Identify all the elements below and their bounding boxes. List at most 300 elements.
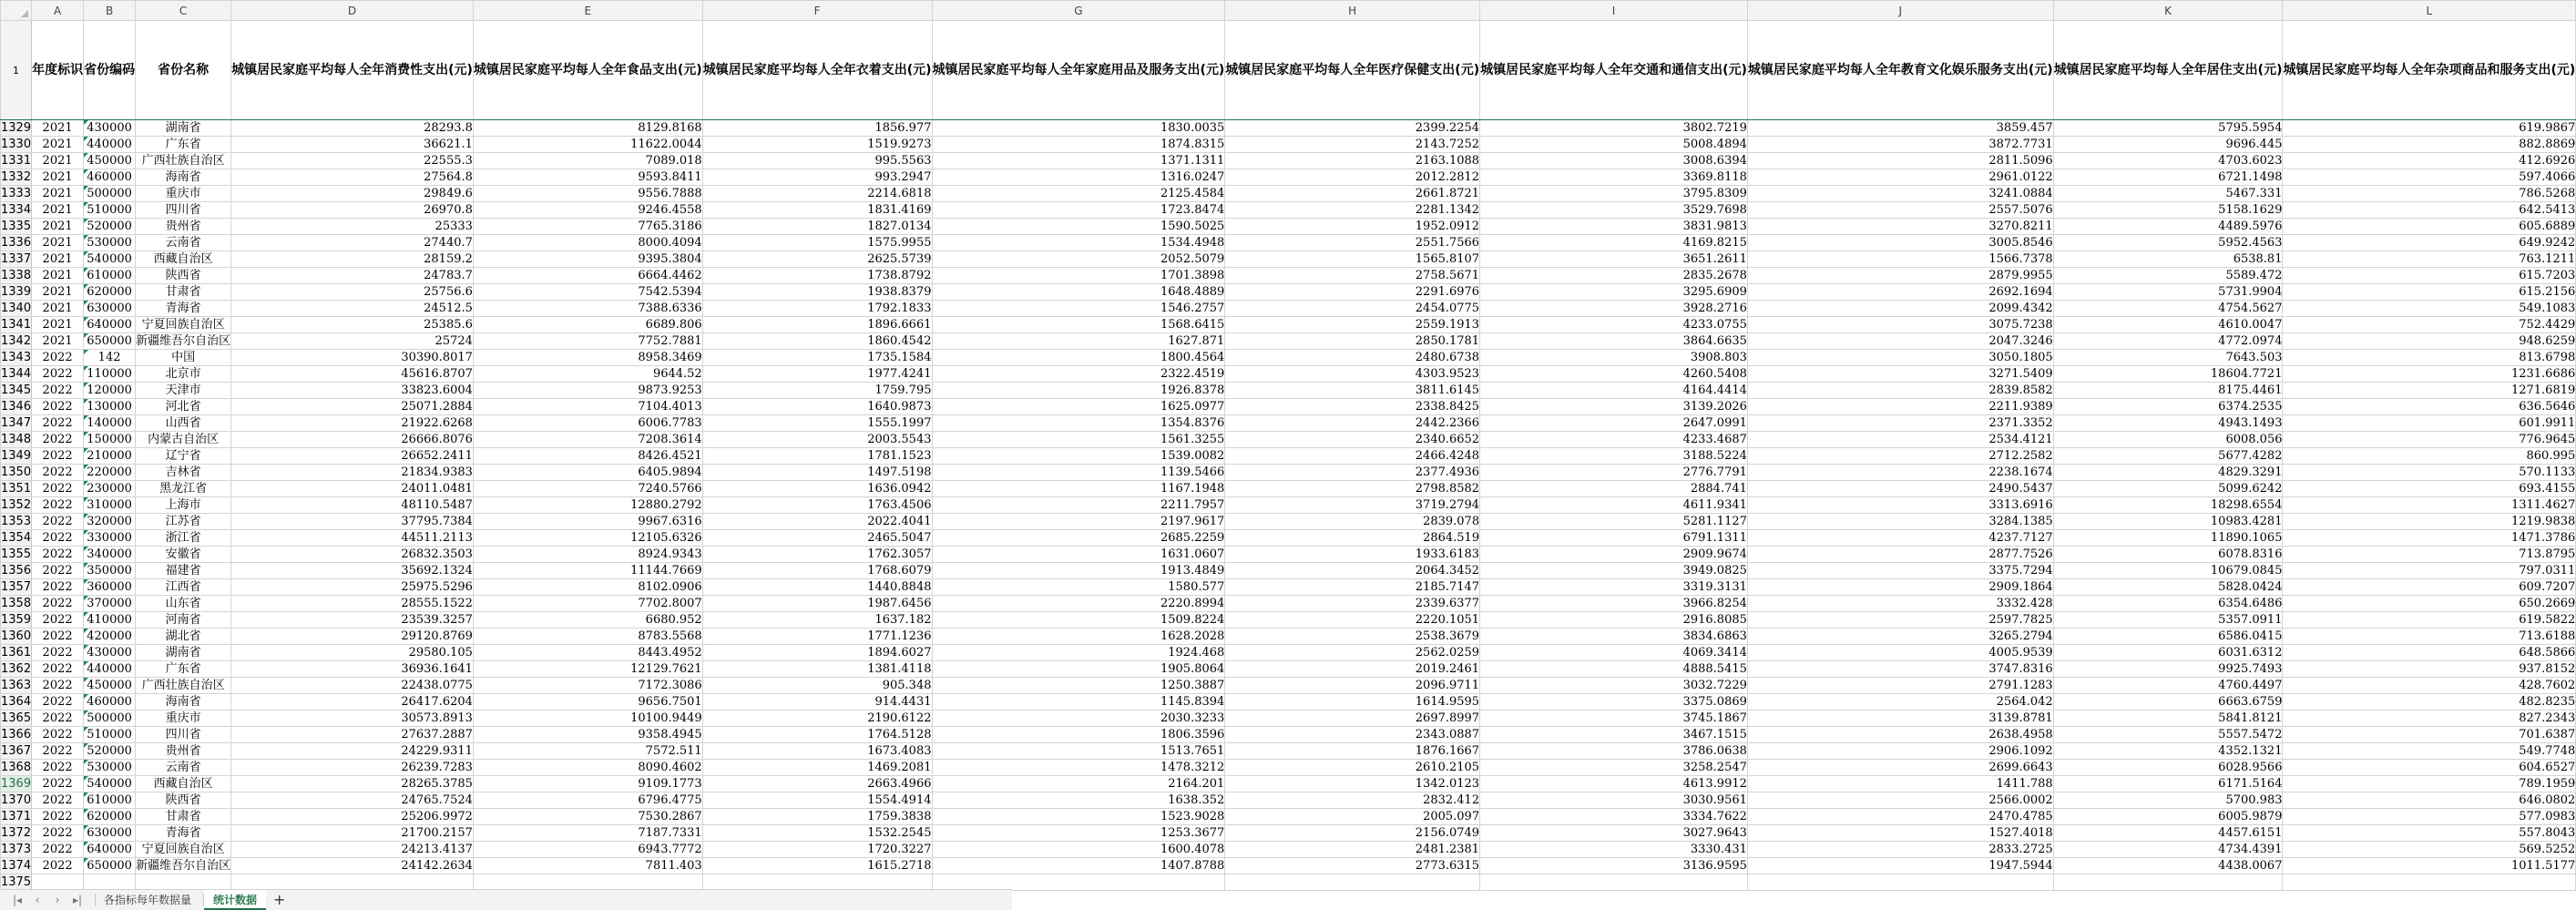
cell[interactable]: 827.2343: [2283, 711, 2576, 727]
cell[interactable]: 3313.6916: [1747, 497, 2053, 514]
cell[interactable]: 2832.412: [1225, 792, 1480, 809]
cell[interactable]: 3136.9595: [1480, 858, 1748, 874]
cell[interactable]: 内蒙古自治区: [136, 432, 231, 448]
cell[interactable]: 1354.8376: [932, 415, 1225, 432]
cell[interactable]: 3719.2794: [1225, 497, 1480, 514]
cell[interactable]: 3032.7229: [1480, 678, 1748, 694]
cell[interactable]: 青海省: [136, 301, 231, 317]
cell[interactable]: 4233.4687: [1480, 432, 1748, 448]
cell[interactable]: 3271.5409: [1747, 366, 2053, 383]
cell[interactable]: 云南省: [136, 760, 231, 776]
cell[interactable]: 24011.0481: [231, 481, 474, 497]
cell[interactable]: 2557.5076: [1747, 202, 2053, 219]
cell[interactable]: 2371.3352: [1747, 415, 2053, 432]
cell[interactable]: 577.0983: [2283, 809, 2576, 825]
row-header[interactable]: 1335: [1, 220, 32, 233]
cell[interactable]: [84, 481, 136, 497]
cell[interactable]: 1894.6027: [702, 645, 932, 661]
cell[interactable]: 2185.7147: [1225, 579, 1480, 596]
cell[interactable]: 2791.1283: [1747, 678, 2053, 694]
cell[interactable]: 26417.6204: [231, 694, 474, 711]
cell[interactable]: 2022: [32, 792, 84, 809]
row-header[interactable]: 1370: [1, 793, 32, 807]
cell[interactable]: 28555.1522: [231, 596, 474, 612]
cell[interactable]: 25724: [231, 333, 474, 350]
cell[interactable]: 45616.8707: [231, 366, 474, 383]
cell[interactable]: 2909.1864: [1747, 579, 2053, 596]
cell[interactable]: 北京市: [136, 366, 231, 383]
cell[interactable]: 3330.431: [1480, 842, 1748, 858]
cell[interactable]: 5952.4563: [2053, 235, 2283, 251]
cell[interactable]: [84, 366, 136, 383]
cell[interactable]: 797.0311: [2283, 563, 2576, 579]
cell[interactable]: 2022: [32, 350, 84, 366]
cell[interactable]: 山西省: [136, 415, 231, 432]
cell[interactable]: [84, 219, 136, 235]
cell[interactable]: 重庆市: [136, 186, 231, 202]
cell[interactable]: 2022: [32, 825, 84, 842]
cell[interactable]: 西藏自治区: [136, 251, 231, 268]
cell[interactable]: 新疆维吾尔自治区: [136, 334, 231, 348]
cell[interactable]: 37795.7384: [231, 514, 474, 530]
cell[interactable]: 10100.9449: [473, 711, 702, 727]
cell[interactable]: 8102.0906: [473, 579, 702, 596]
row-header[interactable]: 1346: [1, 400, 32, 414]
row-header[interactable]: 1361: [1, 646, 32, 659]
sheet-tab-statistics[interactable]: 统计数据: [204, 890, 266, 910]
cell[interactable]: 570.1133: [2283, 465, 2576, 481]
cell[interactable]: 2343.0887: [1225, 727, 1480, 743]
cell[interactable]: [84, 792, 136, 809]
cell[interactable]: 1532.2545: [702, 825, 932, 842]
cell[interactable]: 2663.4966: [702, 776, 932, 792]
cell[interactable]: 1527.4018: [1747, 825, 2053, 842]
row-header[interactable]: 1331: [1, 154, 32, 168]
cell[interactable]: [84, 579, 136, 596]
cell[interactable]: 2012.2812: [1225, 169, 1480, 186]
cell[interactable]: [84, 760, 136, 776]
cell[interactable]: 9967.6316: [473, 514, 702, 530]
cell[interactable]: 1631.0607: [932, 547, 1225, 563]
row-header[interactable]: 1364: [1, 695, 32, 709]
cell[interactable]: [84, 694, 136, 711]
cell[interactable]: 2022: [32, 432, 84, 448]
row-header[interactable]: 1375: [1, 875, 32, 889]
cell[interactable]: 2697.8997: [1225, 711, 1480, 727]
cell[interactable]: 2699.6643: [1747, 760, 2053, 776]
cell[interactable]: 6663.6759: [2053, 694, 2283, 711]
column-header[interactable]: J: [1747, 1, 2053, 21]
column-header[interactable]: A: [32, 1, 84, 21]
cell[interactable]: 贵州省: [136, 743, 231, 760]
column-header[interactable]: G: [932, 1, 1225, 21]
cell[interactable]: [84, 825, 136, 842]
cell[interactable]: [84, 153, 136, 169]
cell[interactable]: 河南省: [136, 612, 231, 629]
cell[interactable]: 25975.5296: [231, 579, 474, 596]
cell[interactable]: 12880.2792: [473, 497, 702, 514]
cell[interactable]: 2022: [32, 514, 84, 530]
cell[interactable]: 3745.1867: [1480, 711, 1748, 727]
cell[interactable]: 湖北省: [136, 629, 231, 645]
cell[interactable]: [84, 596, 136, 612]
cell[interactable]: 33823.6004: [231, 383, 474, 399]
cell[interactable]: 3928.2716: [1480, 301, 1748, 317]
cell[interactable]: 1590.5025: [932, 219, 1225, 235]
cell[interactable]: 2647.0991: [1480, 415, 1748, 432]
cell[interactable]: [84, 169, 136, 186]
cell[interactable]: 4005.9539: [1747, 645, 2053, 661]
cell[interactable]: 辽宁省: [136, 448, 231, 465]
cell[interactable]: 1011.5177: [2283, 858, 2576, 874]
cell[interactable]: 安徽省: [136, 547, 231, 563]
cell[interactable]: 2712.2582: [1747, 448, 2053, 465]
row-header[interactable]: 1338: [1, 269, 32, 282]
cell[interactable]: 江西省: [136, 579, 231, 596]
cell[interactable]: 1534.4948: [932, 235, 1225, 251]
cell[interactable]: [84, 432, 136, 448]
cell[interactable]: 2021: [32, 284, 84, 301]
cell[interactable]: [84, 268, 136, 284]
row-header[interactable]: 1357: [1, 580, 32, 594]
column-header[interactable]: D: [231, 1, 474, 21]
cell[interactable]: 2399.2254: [1225, 120, 1480, 137]
cell[interactable]: 1219.9838: [2283, 514, 2576, 530]
cell[interactable]: 6374.2535: [2053, 399, 2283, 415]
cell[interactable]: 2377.4936: [1225, 465, 1480, 481]
cell[interactable]: 2030.3233: [932, 711, 1225, 727]
cell[interactable]: 1759.795: [702, 383, 932, 399]
cell[interactable]: 2281.1342: [1225, 202, 1480, 219]
cell[interactable]: 1565.8107: [1225, 251, 1480, 268]
cell[interactable]: 4438.0067: [2053, 858, 2283, 874]
cell[interactable]: 428.7602: [2283, 678, 2576, 694]
cell[interactable]: 2454.0775: [1225, 301, 1480, 317]
cell[interactable]: 4457.6151: [2053, 825, 2283, 842]
row-header[interactable]: 1372: [1, 826, 32, 840]
cell[interactable]: 2021: [32, 153, 84, 169]
cell[interactable]: 1764.5128: [702, 727, 932, 743]
cell[interactable]: 2022: [32, 760, 84, 776]
cell[interactable]: 1371.1311: [932, 153, 1225, 169]
cell[interactable]: [84, 530, 136, 547]
cell[interactable]: 上海市: [136, 497, 231, 514]
column-header[interactable]: K: [2053, 1, 2283, 21]
row-header[interactable]: 1369: [1, 777, 32, 791]
cell[interactable]: 636.5646: [2283, 399, 2576, 415]
cell[interactable]: 1831.4169: [702, 202, 932, 219]
cell[interactable]: 广东省: [136, 137, 231, 153]
cell[interactable]: 18298.6554: [2053, 497, 2283, 514]
cell[interactable]: 2625.5739: [702, 251, 932, 268]
cell[interactable]: 2340.6652: [1225, 432, 1480, 448]
cell[interactable]: [32, 874, 84, 891]
cell[interactable]: 713.6188: [2283, 629, 2576, 645]
cell[interactable]: 2022: [32, 448, 84, 465]
cell[interactable]: 2339.6377: [1225, 596, 1480, 612]
row-header[interactable]: 1366: [1, 728, 32, 741]
cell[interactable]: 1469.2081: [702, 760, 932, 776]
cell[interactable]: 河北省: [136, 399, 231, 415]
cell[interactable]: 3795.8309: [1480, 186, 1748, 202]
cell[interactable]: 1701.3898: [932, 268, 1225, 284]
prev-sheet-icon[interactable]: ‹: [35, 894, 40, 906]
next-sheet-icon[interactable]: ›: [55, 894, 60, 906]
cell[interactable]: 7752.7881: [473, 333, 702, 350]
cell[interactable]: 1830.0035: [932, 120, 1225, 137]
cell[interactable]: 10679.0845: [2053, 563, 2283, 579]
cell[interactable]: 1342.0123: [1225, 776, 1480, 792]
cell[interactable]: 28159.2: [231, 251, 474, 268]
cell[interactable]: [84, 645, 136, 661]
cell[interactable]: 2322.4519: [932, 366, 1225, 383]
cell[interactable]: 22438.0775: [231, 678, 474, 694]
cell[interactable]: 9556.7888: [473, 186, 702, 202]
cell[interactable]: 1874.8315: [932, 137, 1225, 153]
cell[interactable]: 4613.9912: [1480, 776, 1748, 792]
row-header[interactable]: 1344: [1, 367, 32, 381]
cell[interactable]: 2022: [32, 694, 84, 711]
cell[interactable]: 4754.5627: [2053, 301, 2283, 317]
row-header[interactable]: 1358: [1, 597, 32, 610]
cell[interactable]: 648.5866: [2283, 645, 2576, 661]
cell[interactable]: 26832.3503: [231, 547, 474, 563]
row-header[interactable]: 1350: [1, 465, 32, 479]
cell[interactable]: 786.5268: [2283, 186, 2576, 202]
cell[interactable]: [231, 874, 474, 891]
cell[interactable]: 5589.472: [2053, 268, 2283, 284]
cell[interactable]: 宁夏回族自治区: [136, 317, 231, 333]
cell[interactable]: 2021: [32, 317, 84, 333]
row-header[interactable]: 1351: [1, 482, 32, 496]
cell[interactable]: 650.2669: [2283, 596, 2576, 612]
header-cell[interactable]: 城镇居民家庭平均每人全年杂项商品和服务支出(元): [2283, 21, 2576, 120]
cell[interactable]: 2021: [32, 268, 84, 284]
row-header[interactable]: 1343: [1, 351, 32, 364]
row-header[interactable]: 1373: [1, 843, 32, 856]
cell[interactable]: 1523.9028: [932, 809, 1225, 825]
cell[interactable]: 7572.511: [473, 743, 702, 760]
cell[interactable]: 2022: [32, 366, 84, 383]
cell[interactable]: 2019.2461: [1225, 661, 1480, 678]
cell[interactable]: 6721.1498: [2053, 169, 2283, 186]
cell[interactable]: 2220.8994: [932, 596, 1225, 612]
cell[interactable]: 24229.9311: [231, 743, 474, 760]
cell[interactable]: 2021: [32, 120, 84, 137]
cell[interactable]: [84, 350, 136, 366]
cell[interactable]: 3872.7731: [1747, 137, 2053, 153]
cell[interactable]: 615.2156: [2283, 284, 2576, 301]
cell[interactable]: 2610.2105: [1225, 760, 1480, 776]
cell[interactable]: 2811.5096: [1747, 153, 2053, 169]
cell[interactable]: 2480.6738: [1225, 350, 1480, 366]
cell[interactable]: 2022: [32, 809, 84, 825]
cell[interactable]: 25385.6: [231, 317, 474, 333]
cell[interactable]: [84, 809, 136, 825]
cell[interactable]: [84, 743, 136, 760]
cell[interactable]: 2291.6976: [1225, 284, 1480, 301]
cell[interactable]: 1440.8848: [702, 579, 932, 596]
cell[interactable]: 4237.7127: [1747, 530, 2053, 547]
cell[interactable]: 3949.0825: [1480, 563, 1748, 579]
cell[interactable]: 2220.1051: [1225, 612, 1480, 629]
cell[interactable]: 1546.2757: [932, 301, 1225, 317]
cell[interactable]: 1771.1236: [702, 629, 932, 645]
cell[interactable]: 9395.3804: [473, 251, 702, 268]
cell[interactable]: 1600.4078: [932, 842, 1225, 858]
cell[interactable]: 2238.1674: [1747, 465, 2053, 481]
cell[interactable]: [2053, 874, 2283, 891]
cell[interactable]: 7104.4013: [473, 399, 702, 415]
cell[interactable]: 1478.3212: [932, 760, 1225, 776]
cell[interactable]: 597.4066: [2283, 169, 2576, 186]
cell[interactable]: 2022: [32, 399, 84, 415]
cell[interactable]: 1763.4506: [702, 497, 932, 514]
cell[interactable]: 48110.5487: [231, 497, 474, 514]
cell[interactable]: 新疆维吾尔自治区: [136, 859, 231, 873]
cell[interactable]: 1381.4118: [702, 661, 932, 678]
cell[interactable]: 5795.5954: [2053, 120, 2283, 137]
cell[interactable]: 1539.0082: [932, 448, 1225, 465]
cell[interactable]: 9358.4945: [473, 727, 702, 743]
cell[interactable]: 3908.803: [1480, 350, 1748, 366]
cell[interactable]: 5841.8121: [2053, 711, 2283, 727]
header-cell[interactable]: 城镇居民家庭平均每人全年居住支出(元): [2053, 21, 2283, 120]
cell[interactable]: 1145.8394: [932, 694, 1225, 711]
cell[interactable]: 3295.6909: [1480, 284, 1748, 301]
cell[interactable]: 1913.4849: [932, 563, 1225, 579]
cell[interactable]: 7765.3186: [473, 219, 702, 235]
cell[interactable]: 2022: [32, 858, 84, 874]
cell[interactable]: 3139.2026: [1480, 399, 1748, 415]
row-header[interactable]: 1341: [1, 318, 32, 332]
column-header[interactable]: B: [84, 1, 136, 21]
cell[interactable]: 2481.2381: [1225, 842, 1480, 858]
cell[interactable]: 1636.0942: [702, 481, 932, 497]
cell[interactable]: 4772.0974: [2053, 333, 2283, 350]
column-header[interactable]: L: [2283, 1, 2576, 21]
cell[interactable]: 广西壮族自治区: [136, 153, 231, 169]
cell[interactable]: [1480, 874, 1748, 891]
cell[interactable]: [84, 629, 136, 645]
cell[interactable]: 山东省: [136, 596, 231, 612]
cell[interactable]: [84, 284, 136, 301]
cell[interactable]: 2190.6122: [702, 711, 932, 727]
cell[interactable]: [84, 874, 136, 891]
cell[interactable]: 6405.9894: [473, 465, 702, 481]
cell[interactable]: 1720.3227: [702, 842, 932, 858]
cell[interactable]: 中国: [136, 350, 231, 366]
cell[interactable]: 1271.6819: [2283, 383, 2576, 399]
cell[interactable]: 609.7207: [2283, 579, 2576, 596]
cell[interactable]: 海南省: [136, 694, 231, 711]
cell[interactable]: 3651.2611: [1480, 251, 1748, 268]
last-sheet-icon[interactable]: ▸|: [72, 894, 83, 906]
cell[interactable]: 2551.7566: [1225, 235, 1480, 251]
cell[interactable]: 1896.6661: [702, 317, 932, 333]
cell[interactable]: 1316.0247: [932, 169, 1225, 186]
cell[interactable]: 26652.2411: [231, 448, 474, 465]
cell[interactable]: 860.995: [2283, 448, 2576, 465]
cell[interactable]: 西藏自治区: [136, 776, 231, 792]
cell[interactable]: 1509.8224: [932, 612, 1225, 629]
cell[interactable]: 3050.1805: [1747, 350, 2053, 366]
cell[interactable]: [136, 874, 231, 891]
cell[interactable]: 4611.9341: [1480, 497, 1748, 514]
cell[interactable]: 2909.9674: [1480, 547, 1748, 563]
cell[interactable]: 4169.8215: [1480, 235, 1748, 251]
cell[interactable]: [84, 661, 136, 678]
cell[interactable]: 6664.4462: [473, 268, 702, 284]
cell[interactable]: 789.1959: [2283, 776, 2576, 792]
cell[interactable]: 2338.8425: [1225, 399, 1480, 415]
cell[interactable]: 2021: [32, 137, 84, 153]
cell[interactable]: 569.5252: [2283, 842, 2576, 858]
cell[interactable]: [84, 120, 136, 137]
cell[interactable]: 1253.3677: [932, 825, 1225, 842]
cell[interactable]: 2096.9711: [1225, 678, 1480, 694]
cell[interactable]: 1905.8064: [932, 661, 1225, 678]
cell[interactable]: 3258.2547: [1480, 760, 1748, 776]
cell[interactable]: 2833.2725: [1747, 842, 2053, 858]
cell[interactable]: 6008.056: [2053, 432, 2283, 448]
cell[interactable]: 11622.0044: [473, 137, 702, 153]
cell[interactable]: 2156.0749: [1225, 825, 1480, 842]
cell[interactable]: 2566.0002: [1747, 792, 2053, 809]
cell[interactable]: 1800.4564: [932, 350, 1225, 366]
cell[interactable]: [84, 251, 136, 268]
cell[interactable]: 8426.4521: [473, 448, 702, 465]
cell[interactable]: [84, 612, 136, 629]
cell[interactable]: 7542.5394: [473, 284, 702, 301]
header-cell[interactable]: 城镇居民家庭平均每人全年食品支出(元): [473, 21, 702, 120]
cell[interactable]: 2197.9617: [932, 514, 1225, 530]
cell[interactable]: 5357.0911: [2053, 612, 2283, 629]
cell[interactable]: 18604.7721: [2053, 366, 2283, 383]
cell[interactable]: 6006.7783: [473, 415, 702, 432]
cell[interactable]: 605.6889: [2283, 219, 2576, 235]
cell[interactable]: 6680.952: [473, 612, 702, 629]
row-header[interactable]: 1347: [1, 416, 32, 430]
cell[interactable]: [702, 874, 932, 891]
cell[interactable]: 7240.5766: [473, 481, 702, 497]
cell[interactable]: 3008.6394: [1480, 153, 1748, 169]
cell[interactable]: 8000.4094: [473, 235, 702, 251]
cell[interactable]: 2021: [32, 186, 84, 202]
cell[interactable]: 9644.52: [473, 366, 702, 383]
cell[interactable]: 2022: [32, 481, 84, 497]
cell[interactable]: 2022: [32, 415, 84, 432]
cell[interactable]: 天津市: [136, 383, 231, 399]
cell[interactable]: 2125.4584: [932, 186, 1225, 202]
cell[interactable]: 2022: [32, 612, 84, 629]
cell[interactable]: 3005.8546: [1747, 235, 2053, 251]
cell[interactable]: 12129.7621: [473, 661, 702, 678]
cell[interactable]: 8958.3469: [473, 350, 702, 366]
cell[interactable]: 甘肃省: [136, 284, 231, 301]
cell[interactable]: [84, 711, 136, 727]
cell[interactable]: 8175.4461: [2053, 383, 2283, 399]
cell[interactable]: 27637.2887: [231, 727, 474, 743]
cell[interactable]: 5731.9904: [2053, 284, 2283, 301]
row-header[interactable]: 1337: [1, 252, 32, 266]
cell[interactable]: 2597.7825: [1747, 612, 2053, 629]
cell[interactable]: 3334.7622: [1480, 809, 1748, 825]
row-header[interactable]: 1339: [1, 285, 32, 299]
cell[interactable]: 601.9911: [2283, 415, 2576, 432]
cell[interactable]: 646.0802: [2283, 792, 2576, 809]
header-cell[interactable]: 城镇居民家庭平均每人全年交通和通信支出(元): [1480, 21, 1748, 120]
